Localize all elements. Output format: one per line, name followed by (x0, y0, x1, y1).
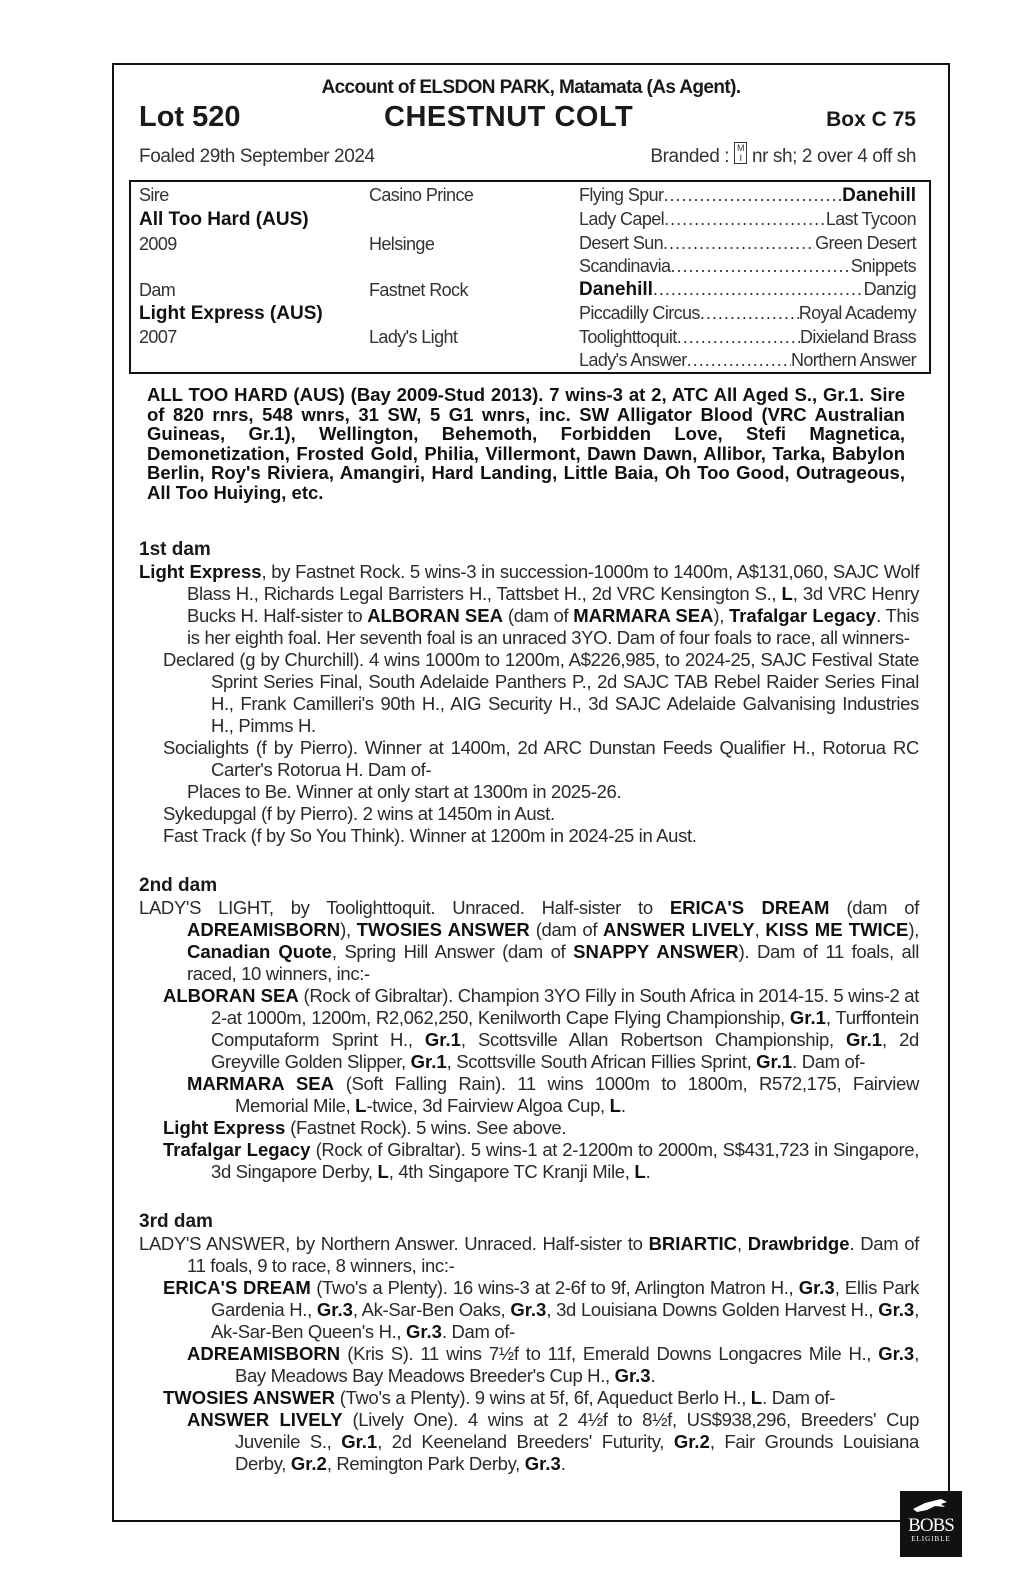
sire-name: All Too Hard (AUS) (139, 209, 309, 230)
text-run: . (560, 1453, 566, 1474)
horse-name-bold: Drawbridge (747, 1233, 850, 1254)
sire-summary: ALL TOO HARD (AUS) (Bay 2009-Stud 2013). 7 wins-3 at 2, ATC All Aged S., Gr.1. Sire of 820 rnrs, 548 wnrs, 31 SW, 5 G1 wnrs, inc. SW Alligator Blood (VRC Australian Guineas, Gr.1), Wellington, Behemoth, Forbidden Love, Stefi Magnetica, Demonetization, Frosted Gold, Philia, Villermont, Dawn Dawn, Allibor, Tarka, Babylon Berlin, Roy's Riviera, Amangiri, Hard Landing, Little Baia, Oh Too Good, Outrageous, All Too Huiying, etc. (147, 384, 905, 503)
pedigree-paragraph (139, 1277, 919, 1343)
pedigree-paragraph (139, 897, 919, 985)
text-run: . (650, 1365, 656, 1386)
text-run: LADY'S ANSWER, by Northern Answer. Unraced. Half-sister to (139, 1233, 649, 1254)
text-run: , Turffontein Computaform Sprint H., (211, 1007, 920, 1050)
horse-name-bold: L (377, 1161, 389, 1182)
horse-name-bold: MARMARA SEA (187, 1073, 335, 1094)
text-run: , Bay Meadows Bay Meadows Breeder's Cup H., (235, 1343, 919, 1386)
logo-subtext: ELIGIBLE (911, 1535, 951, 1543)
horse-name-bold: SNAPPY ANSWER (573, 941, 739, 962)
pedigree-paragraph (139, 825, 919, 847)
lot-number: Lot 520 (139, 101, 241, 133)
section-heading: 2nd dam (139, 875, 218, 896)
horse-name-bold: L (609, 1095, 621, 1116)
horse-name-bold: Gr.3 (524, 1453, 561, 1474)
grandparent-sire: Danzig (863, 279, 916, 299)
grandparent-row (579, 209, 916, 230)
horse-name-bold: Gr.1 (789, 1007, 826, 1028)
box-number: Box C 75 (826, 108, 916, 131)
horse-name-bold: Gr.1 (846, 1029, 883, 1050)
grandparent-sire: Snippets (850, 256, 916, 276)
brand-top: M (736, 143, 745, 153)
grandparent-row (579, 350, 916, 371)
horse-name-bold: ADREAMISBORN (187, 1343, 341, 1364)
pedigree-table (129, 180, 931, 374)
grandparent-name: Piccadilly Circus (579, 303, 700, 323)
horse-name-bold: Gr.3 (878, 1299, 915, 1320)
text-run: . Dam of- (441, 1321, 515, 1342)
sire-sire: Casino Prince (369, 185, 474, 205)
pedigree-paragraph (139, 737, 919, 781)
grandparent-sire: Green Desert (815, 233, 916, 253)
text-run: , 2d Greyville Golden Slipper, (211, 1029, 919, 1072)
text-run: . Dam of 11 foals, 9 to race, 8 winners, inc:- (187, 1233, 920, 1276)
grandparent-sire: Royal Academy (798, 303, 916, 323)
grandparent-name: Toolighttoquit (579, 327, 677, 347)
grandparent-name: Lady's Answer (579, 350, 687, 370)
brand-mark-icon (734, 142, 747, 164)
grandparent-row (579, 185, 916, 207)
branded-text: nr sh; 2 over 4 off sh (751, 146, 916, 167)
brand-bottom: I (739, 153, 742, 163)
vendor-account: Account of ELSDON PARK, Matamata (As Agent). (321, 77, 741, 98)
grandparent-name: Scandinavia (579, 256, 671, 276)
text-run: . This is her eighth foal. Her seventh foal is an unraced 3YO. Dam of four foals to race, all winners- (187, 605, 920, 648)
horse-name-bold: TWOSIES ANSWER (356, 919, 530, 940)
text-run: (dam of (502, 605, 574, 626)
horse-name-bold: Trafalgar Legacy (163, 1139, 311, 1160)
dam-sire: Fastnet Rock (369, 280, 468, 300)
text-run: Sykedupgal (f by Pierro). 2 wins at 1450m in Aust. (163, 803, 555, 824)
text-run: Fast Track (f by So You Think). Winner at 1200m in 2024-25 in Aust. (163, 825, 697, 846)
pedigree-paragraph (139, 1117, 919, 1139)
horse-name-bold: Gr.3 (316, 1299, 353, 1320)
pedigree-paragraph (139, 1139, 919, 1183)
text-run: ), (908, 919, 920, 940)
branded-label: Branded : (650, 146, 730, 167)
text-run: Places to Be. Winner at only start at 1300m in 2025-26. (187, 781, 622, 802)
dot-leader (663, 233, 815, 254)
pedigree-paragraph (139, 1233, 919, 1277)
text-run: (Fastnet Rock). 5 wins. See above. (285, 1117, 567, 1138)
grandparent-sire: Danehill (842, 185, 916, 206)
horse-name-bold: ALBORAN SEA (367, 605, 503, 626)
dot-leader (670, 256, 850, 277)
sire-year: 2009 (139, 234, 177, 254)
grandparent-name: Desert Sun (579, 233, 664, 253)
text-run: . Dam of- (792, 1051, 866, 1072)
text-run: (dam of (829, 897, 919, 918)
text-run: , 3d VRC Henry Bucks H. Half-sister to (187, 583, 919, 626)
grandparent-name: Danehill (579, 279, 653, 300)
text-run: , Ak-Sar-Ben Queen's H., (211, 1299, 920, 1342)
text-run: , 3d Louisiana Downs Golden Harvest H., (546, 1299, 879, 1320)
grandparent-name: Flying Spur (579, 185, 664, 205)
pedigree-paragraph (139, 561, 919, 649)
text-run: , by Fastnet Rock. 5 wins-3 in succession-1000m to 1400m, A$131,060, SAJC Wolf Blass H., Richards Legal Barristers H., Tattsbet H., 2d VRC Kensington S., (187, 561, 919, 604)
text-run: ), (713, 605, 729, 626)
text-run: , (754, 919, 766, 940)
horse-name-bold: Gr.2 (673, 1431, 710, 1452)
pedigree-paragraph (139, 781, 919, 803)
horse-name-bold: L (355, 1095, 367, 1116)
horse-name-bold: TWOSIES ANSWER (163, 1387, 335, 1408)
horse-name-bold: Canadian Quote (187, 941, 332, 962)
horse-name-bold: Gr.3 (614, 1365, 651, 1386)
text-run: , Scottsville Allan Robertson Championship, (460, 1029, 847, 1050)
dam-name: Light Express (AUS) (139, 303, 323, 324)
horse-name-bold: L (781, 583, 793, 604)
text-run: , 2d Keeneland Breeders' Futurity, (377, 1431, 674, 1452)
pedigree-paragraph (139, 985, 919, 1073)
horse-name-bold: MARMARA SEA (573, 605, 714, 626)
grandparent-name: Lady Capel (579, 209, 665, 229)
text-run: . Dam of- (762, 1387, 836, 1408)
dam-dam: Lady's Light (369, 327, 458, 347)
horse-name-bold: Gr.2 (290, 1453, 327, 1474)
horse-name-bold: Gr.3 (798, 1277, 835, 1298)
pedigree-paragraph (139, 1409, 919, 1475)
dot-leader (687, 350, 791, 371)
bobs-eligible-logo (900, 1491, 962, 1557)
text-run: , (736, 1233, 748, 1254)
horse-name-bold: BRIARTIC (648, 1233, 737, 1254)
pedigree-paragraph (139, 1343, 919, 1387)
text-run: , Remington Park Derby, (326, 1453, 525, 1474)
grandparent-sire: Last Tycoon (825, 209, 916, 229)
horse-name-bold: ALBORAN SEA (163, 985, 299, 1006)
text-run: (Rock of Gibraltar). 5 wins-1 at 2-1200m to 2000m, S$431,723 in Singapore, 3d Singapore Derby, (211, 1139, 919, 1182)
pedigree-paragraph (139, 803, 919, 825)
horse-name-bold: Light Express (139, 561, 262, 582)
text-run: , Ak-Sar-Ben Oaks, (352, 1299, 511, 1320)
horse-name-bold: ADREAMISBORN (187, 919, 341, 940)
grandparent-row (579, 327, 916, 348)
dam-sections (139, 525, 919, 1475)
dot-leader (700, 303, 799, 324)
pedigree-paragraph (139, 1073, 919, 1117)
sire-dam: Helsinge (369, 234, 435, 254)
horse-name-bold: L (634, 1161, 646, 1182)
horse-name-bold: Gr.1 (756, 1051, 793, 1072)
dam-label: Dam (139, 280, 176, 300)
sire-label: Sire (139, 185, 169, 205)
horse-name-bold: ERICA'S DREAM (669, 897, 830, 918)
grandparent-row (579, 303, 916, 324)
grandparent-row (579, 256, 916, 277)
text-run: . (645, 1161, 651, 1182)
horse-name-bold: Gr.1 (410, 1051, 447, 1072)
text-run: (Two's a Plenty). 16 wins-3 at 2-6f to 9f, Arlington Matron H., (310, 1277, 799, 1298)
text-run: (Soft Falling Rain). 11 wins 1000m to 1800m, R572,175, Fairview Memorial Mile, (235, 1073, 919, 1116)
grandparent-row (579, 279, 916, 301)
horse-title: CHESTNUT COLT (384, 101, 634, 133)
horse-name-bold: Gr.1 (341, 1431, 378, 1452)
text-run: , 4th Singapore TC Kranji Mile, (388, 1161, 635, 1182)
text-run: , Fair Grounds Louisiana Derby, (235, 1431, 919, 1474)
horse-name-bold: Gr.1 (424, 1029, 461, 1050)
text-run: (Lively One). 4 wins at 2 4½f to 8½f, US$938,296, Breeders' Cup Juvenile S., (235, 1409, 920, 1452)
dam-year: 2007 (139, 327, 177, 347)
text-run: , Ellis Park Gardenia H., (211, 1277, 919, 1320)
pedigree-paragraph (139, 1387, 919, 1409)
horse-name-bold: Gr.3 (405, 1321, 442, 1342)
horse-name-bold: Trafalgar Legacy (728, 605, 877, 626)
racehorse-icon (911, 1497, 951, 1515)
text-run: (Rock of Gibraltar). Champion 3YO Filly in South Africa in 2014-15. 5 wins-2 at 2-at 1000m, 1200m, R2,062,250, Kenilworth Cape Flying Championship, (211, 985, 920, 1028)
section-heading: 1st dam (139, 539, 211, 560)
dot-leader (653, 279, 864, 301)
text-run: ). Dam of 11 foals, all raced, 10 winners, inc:- (187, 941, 919, 984)
branding (650, 143, 916, 168)
text-run: ), (340, 919, 357, 940)
text-run: Declared (g by Churchill). 4 wins 1000m to 1200m, A$226,985, to 2024-25, SAJC Festival State Sprint Series Final, South Adelaide Panthers P., 2d SAJC TAB Rebel Raider Series Final H., Frank Camilleri's 90th H., AIG Security H., 3d SAJC Adelaide Galvanising Industries H., Pimms H. (163, 649, 919, 736)
text-run: , Scottsville South African Fillies Sprint, (446, 1051, 757, 1072)
horse-name-bold: KISS ME TWICE (765, 919, 909, 940)
horse-name-bold: Light Express (163, 1117, 286, 1138)
dot-leader (664, 209, 826, 230)
horse-name-bold: Gr.3 (878, 1343, 915, 1364)
foaled-date: Foaled 29th September 2024 (139, 146, 375, 167)
logo-text: BOBS (908, 1515, 954, 1536)
text-run: LADY'S LIGHT, by Toolighttoquit. Unraced. Half-sister to (139, 897, 670, 918)
text-run: (dam of (529, 919, 604, 940)
dot-leader (663, 185, 842, 207)
text-run: (Kris S). 11 wins 7½f to 11f, Emerald Downs Longacres Mile H., (340, 1343, 879, 1364)
grandparent-sire: Northern Answer (790, 350, 916, 370)
horse-name-bold: L (750, 1387, 763, 1408)
horse-name-bold: ANSWER LIVELY (187, 1409, 343, 1430)
horse-name-bold: ANSWER LIVELY (603, 919, 755, 940)
text-run: . (620, 1095, 626, 1116)
horse-name-bold: Gr.3 (510, 1299, 547, 1320)
text-run: (Two's a Plenty). 9 wins at 5f, 6f, Aqueduct Berlo H., (334, 1387, 751, 1408)
text-run: Socialights (f by Pierro). Winner at 1400m, 2d ARC Dunstan Feeds Qualifier H., Rotorua RC Carter's Rotorua H. Dam of- (163, 737, 919, 780)
horse-name-bold: ERICA'S DREAM (163, 1277, 311, 1298)
grandparent-row (579, 233, 916, 254)
catalogue-page-frame (112, 63, 950, 1522)
text-run: -twice, 3d Fairview Algoa Cup, (366, 1095, 610, 1116)
dot-leader (677, 327, 800, 348)
grandparent-sire: Dixieland Brass (799, 327, 916, 347)
text-run: , Spring Hill Answer (dam of (331, 941, 574, 962)
section-heading: 3rd dam (139, 1211, 213, 1232)
pedigree-paragraph (139, 649, 919, 737)
